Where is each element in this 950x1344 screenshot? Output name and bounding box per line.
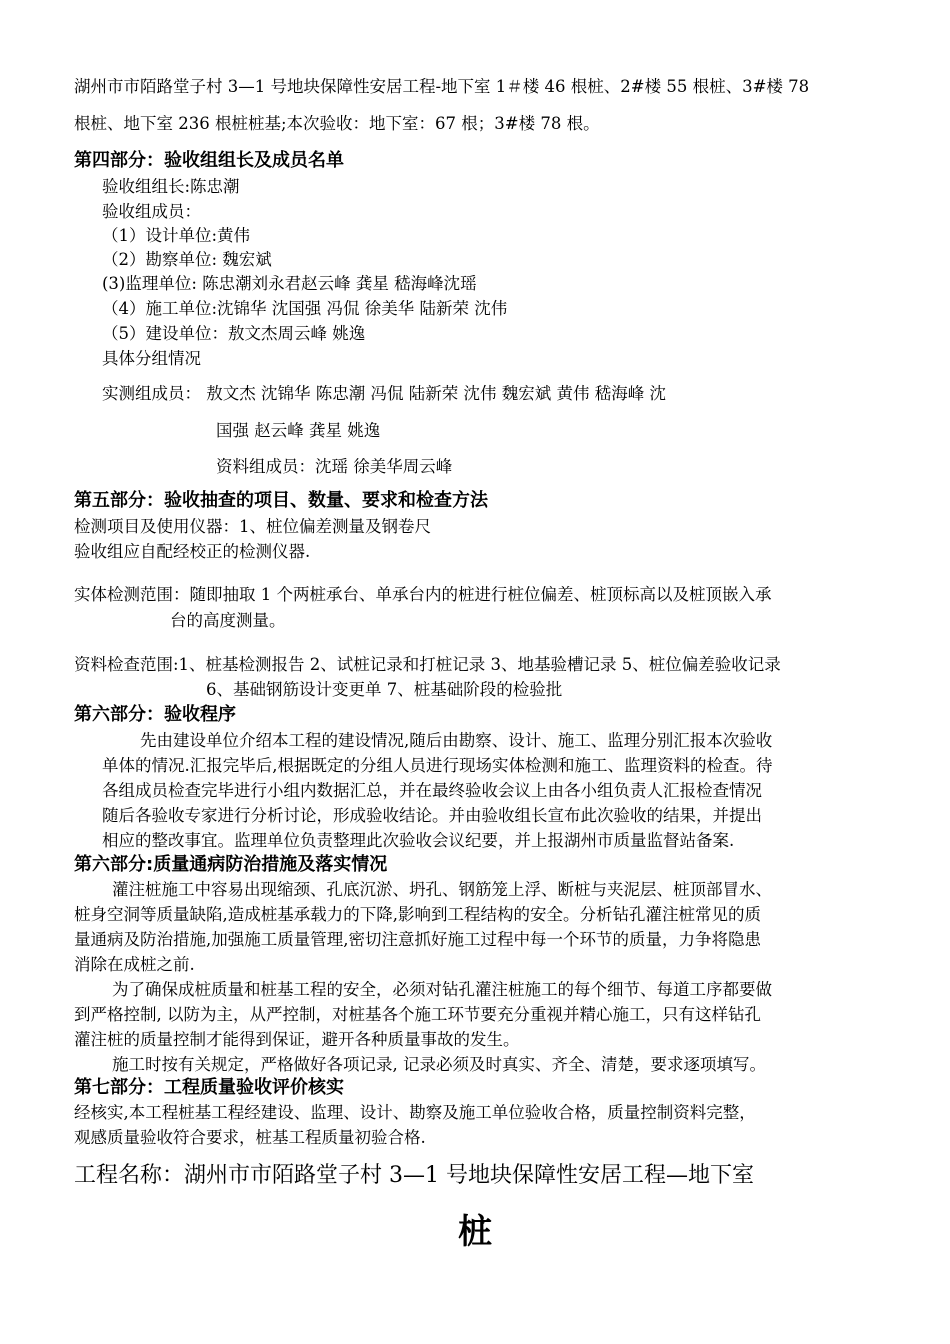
part5-docs-line-2: 6、基础钢筋设计变更单 7、桩基础阶段的检验批 (206, 680, 563, 699)
part6-para-3: 各组成员检查完毕进行小组内数据汇总，并在最终验收会议上由各小组负责人汇报检查情况 (102, 781, 762, 800)
part6b-c1: 施工时按有关规定，严格做好各项记录, 记录必须及时真实、齐全、清楚，要求逐项填写。 (112, 1055, 766, 1074)
part6b-a1: 灌注桩施工中容易出现缩颈、孔底沉淤、坍孔、钢筋笼上浮、断桩与夹泥层、桩顶部冒水、 (112, 880, 772, 899)
intro-line-1: 湖州市市陌路堂子村 3—1 号地块保障性安居工程-地下室 1＃楼 46 根桩、2#楼 55 根桩、3#楼 78 (74, 77, 810, 96)
part6-heading: 第六部分：验收程序 (74, 704, 236, 725)
part5-scope-line-2: 台的高度测量。 (170, 611, 286, 630)
groups-label: 具体分组情况 (102, 349, 201, 368)
part6b-b3: 灌注桩的质量控制才能得到保证，避开各种质量事故的发生。 (74, 1030, 520, 1049)
docs-group: 资料组成员：沈瑶 徐美华周云峰 (216, 457, 453, 476)
part5-line-1: 检测项目及使用仪器：1、桩位偏差测量及钢卷尺 (74, 517, 431, 536)
part5-docs-line-1: 资料检查范围:1、桩基检测报告 2、试桩记录和打桩记录 3、地基验槽记录 5、桩位偏差验收记录 (74, 655, 781, 674)
part6b-heading: 第六部分:质量通病防治措施及落实情况 (74, 854, 388, 875)
part4-heading: 第四部分：验收组组长及成员名单 (74, 150, 344, 171)
field-group-line-2: 国强 赵云峰 龚星 姚逸 (216, 421, 381, 440)
big-title-char: 桩 (458, 1212, 492, 1252)
part6-para-2: 单体的情况.汇报完毕后,根据既定的分组人员进行现场实体检测和施工、监理资料的检查。待 (102, 756, 773, 775)
leader: 验收组组长:陈忠潮 (102, 177, 240, 196)
field-group-line-1: 实测组成员： 敖文杰 沈锦华 陈忠潮 冯侃 陆新荣 沈伟 魏宏斌 黄伟 嵇海峰 沈 (102, 384, 666, 403)
part6b-b2: 到严格控制, 以防为主，从严控制，对桩基各个施工环节要充分重视并精心施工，只有这样钻孔 (74, 1005, 761, 1024)
part5-heading: 第五部分：验收抽查的项目、数量、要求和检查方法 (74, 490, 488, 511)
part6-para-5: 相应的整改事宜。监理单位负责整理此次验收会议纪要，并上报湖州市质量监督站备案. (102, 831, 735, 850)
part7-line-1: 经核实,本工程桩基工程经建设、监理、设计、勘察及施工单位验收合格，质量控制资料完整， (74, 1103, 756, 1122)
member-owner: （5）建设单位：敖文杰周云峰 姚逸 (102, 324, 366, 343)
part7-heading: 第七部分：工程质量验收评价核实 (74, 1077, 344, 1098)
part5-line-2: 验收组应自配经校正的检测仪器. (74, 542, 311, 561)
part6b-a3: 量通病及防治措施,加强施工质量管理,密切注意抓好施工过程中每一个环节的质量，力争将隐患 (74, 930, 761, 949)
member-survey: （2）勘察单位: 魏宏斌 (102, 250, 272, 269)
intro-line-2: 根桩、地下室 236 根桩桩基;本次验收：地下室：67 根；3#楼 78 根。 (74, 114, 600, 133)
member-design: （1）设计单位:黄伟 (102, 226, 251, 245)
part6b-b1: 为了确保成桩质量和桩基工程的安全，必须对钻孔灌注桩施工的每个细节、每道工序都要做 (112, 980, 772, 999)
part6-para-4: 随后各验收专家进行分析讨论，形成验收结论。并由验收组长宣布此次验收的结果，并提出 (102, 806, 762, 825)
member-supervision: (3)监理单位: 陈忠潮刘永君赵云峰 龚星 嵇海峰沈瑶 (102, 274, 477, 293)
part6b-a4: 消除在成桩之前. (74, 955, 195, 974)
member-construction: （4）施工单位:沈锦华 沈国强 冯侃 徐美华 陆新荣 沈伟 (102, 299, 508, 318)
members-label: 验收组成员： (102, 202, 201, 221)
project-name: 工程名称：湖州市市陌路堂子村 3—1 号地块保障性安居工程—地下室 (74, 1163, 754, 1188)
part6-para-1: 先由建设单位介绍本工程的建设情况,随后由勘察、设计、施工、监理分别汇报本次验收 (140, 731, 773, 750)
part6b-a2: 桩身空洞等质量缺陷,造成桩基承载力的下降,影响到工程结构的安全。分析钻孔灌注桩常见的质 (74, 905, 761, 924)
part7-line-2: 观感质量验收符合要求，桩基工程质量初验合格. (74, 1128, 426, 1147)
part5-scope-line-1: 实体检测范围：随即抽取 1 个两桩承台、单承台内的桩进行桩位偏差、桩顶标高以及桩顶嵌入承 (74, 585, 772, 604)
